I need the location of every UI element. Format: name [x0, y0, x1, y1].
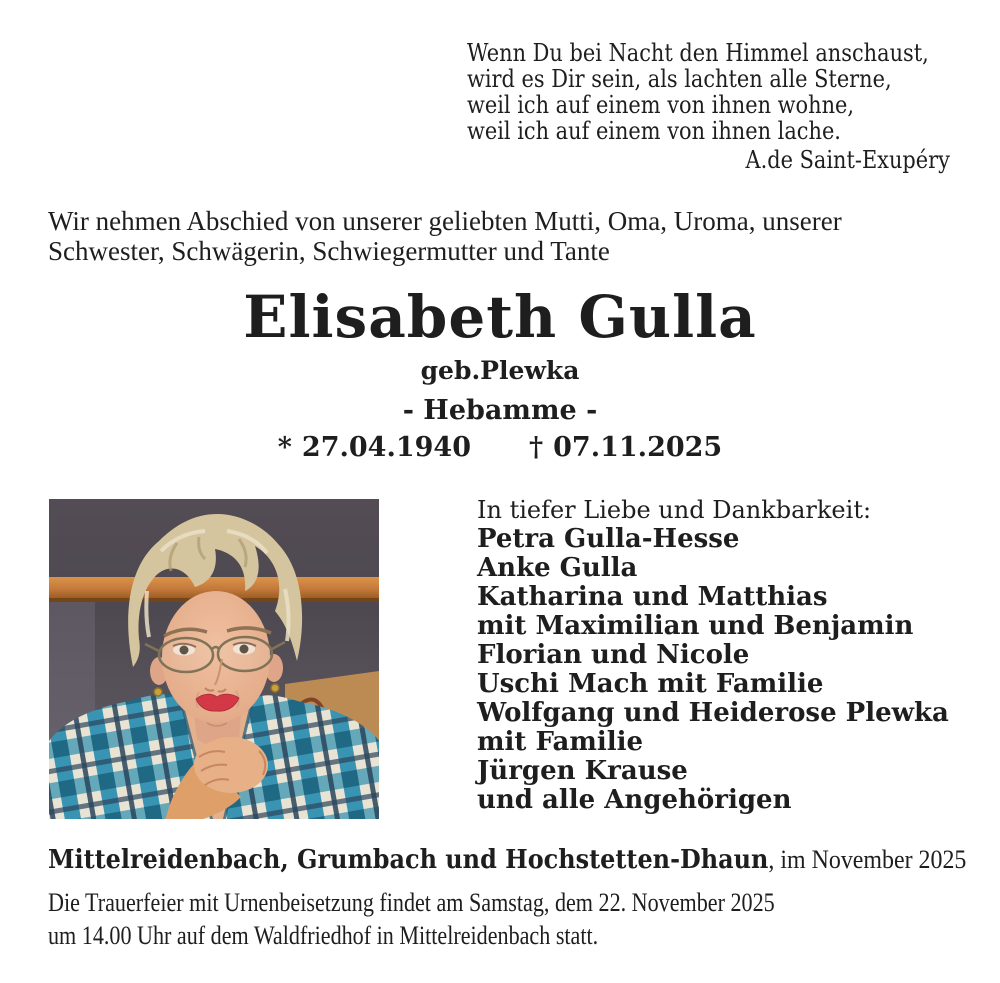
birth-date: * 27.04.1940 — [277, 432, 471, 463]
mourners-heading: In tiefer Liebe und Dankbarkeit: — [477, 496, 872, 524]
mourner-name: Petra Gulla-Hesse — [477, 524, 740, 554]
poem-author: A.de Saint-Exupéry — [745, 146, 950, 174]
portrait-photo — [49, 499, 379, 819]
poem-line: Wenn Du bei Nacht den Himmel anschaust, — [467, 39, 929, 67]
photo-wash — [49, 499, 379, 819]
birth-star-icon: * — [277, 432, 292, 463]
death-date: † 07.11.2025 — [529, 432, 723, 463]
mourner-name: mit Familie — [477, 727, 644, 757]
mourner-name: Katharina und Matthias — [477, 582, 828, 612]
deceased-profession: - Hebamme - — [402, 395, 598, 426]
death-cross-icon: † — [529, 432, 544, 463]
poem-line: weil ich auf einem von ihnen wohne, — [467, 91, 855, 119]
life-dates — [0, 433, 1000, 463]
deceased-name: Elisabeth Gulla — [243, 283, 757, 351]
ceremony-line: Die Trauerfeier mit Urnenbeisetzung findet am Samstag, dem 22. November 2025 — [48, 888, 775, 917]
mourner-name: mit Maximilian und Benjamin — [477, 611, 914, 641]
deceased-birth-name: geb.Plewka — [420, 356, 580, 385]
places-regular: , im November 2025 — [768, 845, 967, 874]
mourner-name: Florian und Nicole — [477, 640, 750, 670]
farewell-line: Wir nehmen Abschied von unserer geliebten Mutti, Oma, Uroma, unserer — [48, 206, 842, 236]
ceremony-line: um 14.00 Uhr auf dem Waldfriedhof in Mittelreidenbach statt. — [48, 921, 599, 950]
mourner-name: Anke Gulla — [477, 553, 638, 583]
poem-line: weil ich auf einem von ihnen lache. — [467, 117, 841, 145]
mourner-name: Jürgen Krause — [477, 756, 688, 786]
mourner-name: Uschi Mach mit Familie — [477, 669, 824, 699]
mourner-name: und alle Angehörigen — [477, 785, 792, 815]
ceremony-info — [48, 886, 978, 952]
places-bold: Mittelreidenbach, Grumbach und Hochstetten-Dhaun — [48, 845, 769, 875]
mourner-name: Wolfgang und Heiderose Plewka — [477, 698, 949, 728]
poem-block — [467, 40, 950, 173]
farewell-text — [48, 206, 960, 266]
poem-line: wird es Dir sein, als lachten alle Sterne, — [467, 65, 892, 93]
mourners-block — [477, 496, 957, 815]
farewell-line: Schwester, Schwägerin, Schwiegermutter und Tante — [48, 236, 610, 266]
places-line — [48, 845, 978, 875]
